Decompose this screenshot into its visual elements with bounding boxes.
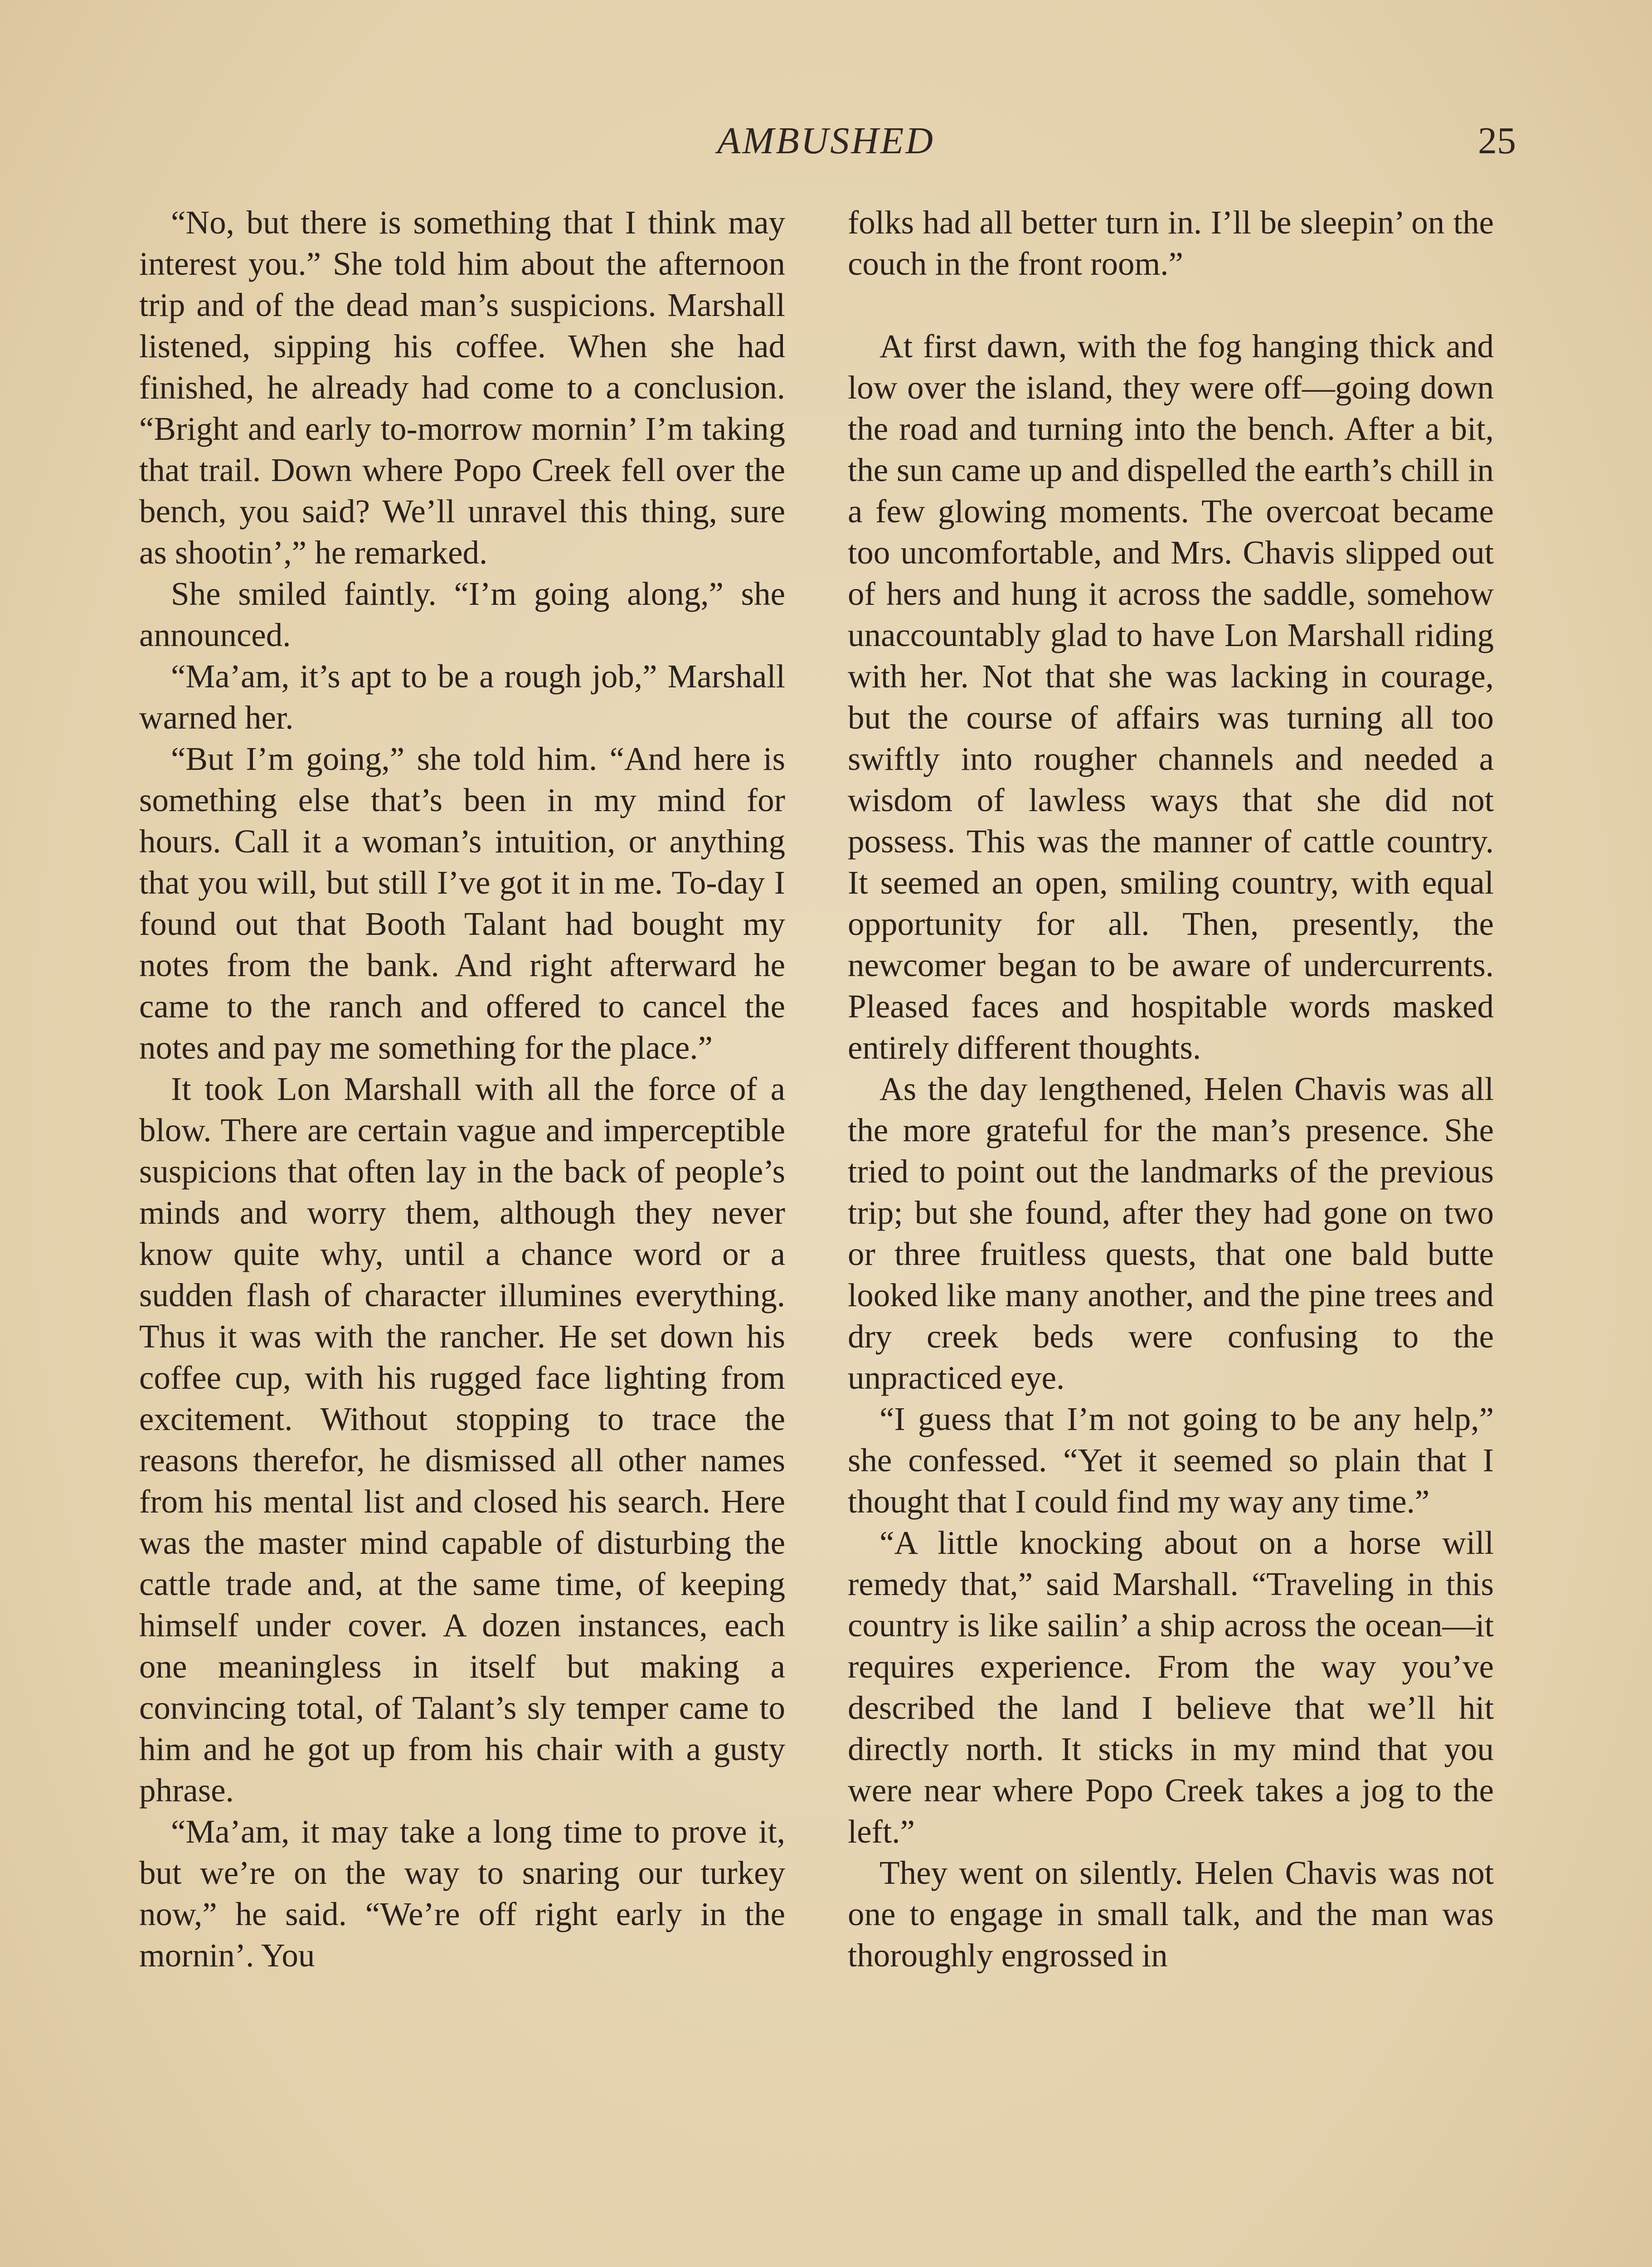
paragraph: “But I’m going,” she told him. “And here is something else that’s been in my mind for hours. Call it a woman’s intuition, or anything that you will, but still I’ve got it in me. To-day I found out that Booth Talant had bought my notes from the bank. And right afterward he came to the ranch and offered to cancel the notes and pay me something for the place.” bbox=[139, 740, 785, 1066]
paragraph: folks had all better turn in. I’ll be sleepin’ on the couch in the front room.” bbox=[848, 204, 1494, 282]
paragraph: “A little knocking about on a horse will remedy that,” said Marshall. “Traveling in this country is like sailin’ a ship across the ocean—it requires experience. From the way you’ve described the land I believe that we’ll hit directly north. It sticks in my mind that you were near where Popo Creek takes a jog to the left.” bbox=[848, 1524, 1494, 1850]
paragraph: At first dawn, with the fog hanging thick and low over the island, they were off—going down the road and turning into the bench. After a bit, the sun came up and dispelled the earth’s chill in a few glowing moments. The overcoat became too uncomfortable, and Mrs. Chavis slipped out of hers and hung it across the saddle, somehow unaccountably glad to have Lon Marshall riding with her. Not that she was lacking in courage, but the course of affairs was turning all too swiftly into rougher channels and needed a wisdom of lawless ways that she did not possess. This was the manner of cattle country. It seemed an open, smiling country, with equal opportunity for all. Then, presently, the newcomer began to be aware of undercurrents. Pleased faces and hospitable words masked entirely different thoughts. bbox=[848, 328, 1494, 1066]
paragraph: As the day lengthened, Helen Chavis was all the more grateful for the man’s presence. She tried to point out the landmarks of the previous trip; but she found, after they had gone on two or three fruitless quests, that one bald butte looked like many another, and the pine trees and dry creek beds were confusing to the unpracticed eye. bbox=[848, 1070, 1494, 1396]
paragraph: They went on silently. Helen Chavis was not one to engage in small talk, and the man was thoroughly engrossed in bbox=[848, 1854, 1494, 1974]
paragraph: “Ma’am, it may take a long time to prove it, but we’re on the way to snaring our turkey now,” he said. “We’re off right early in the mornin’. You bbox=[139, 1813, 785, 1974]
page-number: 25 bbox=[1478, 120, 1516, 162]
paragraph: It took Lon Marshall with all the force of a blow. There are certain vague and imperceptible suspicions that often lay in the back of people’s minds and worry them, although they never know quite why, until a chance word or a sudden flash of character illumines everything. Thus it was with the rancher. He set down his coffee cup, with his rugged face lighting from excitement. Without stopping to trace the reasons therefor, he dismissed all other names from his mental list and closed his search. Here was the master mind capable of disturbing the cattle trade and, at the same time, of keeping himself under cover. A dozen instances, each one meaningless in itself but making a convincing total, of Talant’s sly temper came to him and he got up from his chair with a gusty phrase. bbox=[139, 1070, 785, 1809]
running-header-title: AMBUSHED bbox=[717, 120, 935, 162]
paragraph: “Ma’am, it’s apt to be a rough job,” Marshall warned her. bbox=[139, 658, 785, 736]
paragraph: She smiled faintly. “I’m going along,” she announced. bbox=[139, 575, 785, 653]
right-text-column bbox=[848, 202, 1494, 2267]
left-text-column bbox=[139, 202, 785, 2267]
paragraph: “I guess that I’m not going to be any help,” she confessed. “Yet it seemed so plain that I thought that I could find my way any time.” bbox=[848, 1401, 1494, 1520]
paragraph: “No, but there is something that I think may interest you.” She told him about the afternoon trip and of the dead man’s suspicions. Marshall listened, sipping his coffee. When she had finished, he already had come to a conclusion. “Bright and early to-morrow mornin’ I’m taking that trail. Down where Popo Creek fell over the bench, you said? We’ll unravel this thing, sure as shootin’,” he remarked. bbox=[139, 204, 785, 571]
